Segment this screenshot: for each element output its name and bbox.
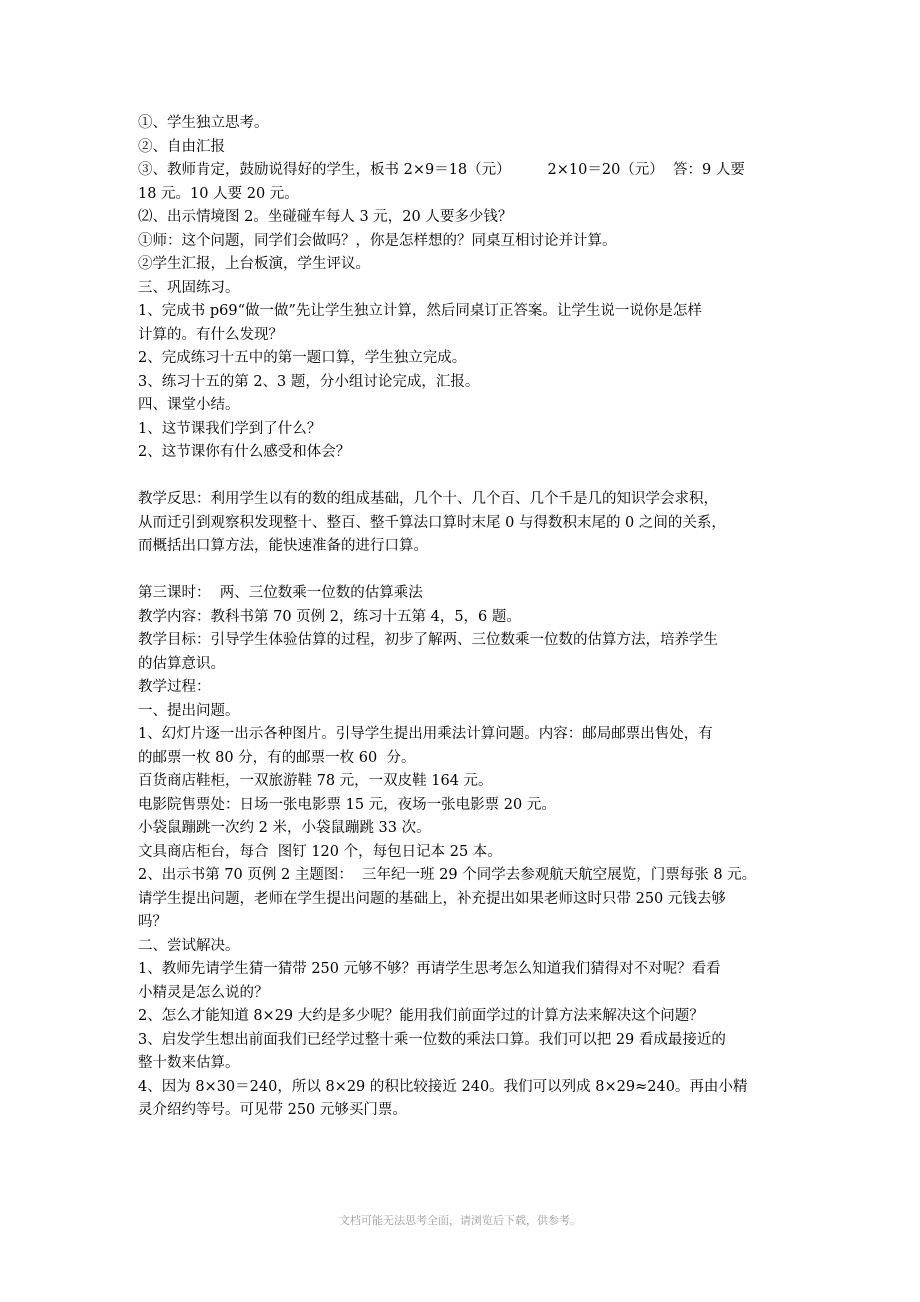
text-line: 2、完成练习十五中的第一题口算，学生独立完成。 [138,350,467,366]
text-line [138,1123,798,1147]
text-line: 吗？ [138,914,167,930]
text-line: 灵介绍约等号。可见带 250 元够买门票。 [138,1102,407,1118]
reflection-line: 而概括出口算方法，能快速准备的进行口算。 [138,538,428,554]
text-line: 教学过程： [138,679,211,695]
text-line: 1、完成书 p69“做一做”先让学生独立计算，然后同桌订正答案。让学生说一说你是怎样 [138,303,702,319]
text-line: ①、学生独立思考。 [138,115,269,131]
text-line: 二、尝试解决。 [138,937,240,954]
lesson-title: 第三课时： 两、三位数乘一位数的估算乘法 [138,585,423,601]
reflection-line: 从而迁引到观察积发现整十、整百、整千算法口算时末尾 0 与得数积末尾的 0 之间的关系， [138,514,726,531]
text-line: 3、练习十五的第 2、3 题，分小组讨论完成，汇报。 [138,373,480,390]
text-line: 教学目标：引导学生体验估算的过程，初步了解两、三位数乘一位数的估算方法，培养学生 [138,632,718,648]
text-line: ①师：这个问题，同学们会做吗？，你是怎样想的？同桌互相讨论并计算。 [138,232,617,249]
section-heading: 三、巩固练习。 [138,279,240,296]
text-line: ②、自由汇报 [138,138,225,155]
text-line: 小袋鼠蹦跳一次约 2 米，小袋鼠蹦跳 33 次。 [138,820,431,836]
footer-note: 文档可能无法思考全面，请浏览后下载，供参考。 [339,1214,581,1227]
blank-line [138,559,798,583]
text-line: 2、怎么才能知道 8×29 大约是多少呢？能用我们前面学过的计算方法来解决这个问题？ [138,1008,704,1024]
text-line: 18 元。10 人要 20 元。 [138,185,299,202]
text-line: ③、教师肯定，鼓励说得好的学生，板书 2×9＝18（元） 2×10＝20（元） 答：9 人要 [138,162,745,178]
text-line: 小精灵是怎么说的？ [138,984,269,1001]
text-line: 2、出示书第 70 页例 2 主题图： 三年纪一班 29 个同学去参观航天航空展览，门票每张 8 元。 [138,867,757,883]
text-line: 百货商店鞋柜，一双旅游鞋 78 元，一双皮鞋 164 元。 [138,773,493,789]
text-line: ⑵、出示情境图 2。坐碰碰车每人 3 元，20 人要多少钱？ [138,209,513,225]
blank-line [138,465,798,489]
text-line: 教学内容：教科书第 70 页例 2，练习十五第 4，5，6 题。 [138,608,521,625]
text-line: 4、因为 8×30＝240，所以 8×29 的积比较接近 240。我们可以列成 8×29≈240。再由小精 [138,1078,748,1095]
section-heading: 四、课堂小结。 [138,397,240,413]
text-line: 2、这节课你有什么感受和体会？ [138,444,351,460]
text-line: 计算的。有什么发现？ [138,326,283,343]
text-line: 请学生提出问题，老师在学生提出问题的基础上，补充提出如果老师这时只带 250 元钱去够 [138,890,726,907]
section-heading: 1、教师先请学生猜一猜带 250 元够不够？再请学生思考怎么知道我们猜得对不对呢？看看 [138,961,721,977]
text-line: 文具商店柜台，每合 图钉 120 个，每包日记本 25 本。 [138,843,502,860]
text-line: 的估算意识。 [138,655,225,672]
reflection-line: 教学反思：利用学生以有的数的组成基础，几个十、几个百、几个千是几的知识学会求积， [138,491,718,507]
section-heading: 一、提出问题。 [138,702,240,719]
text-line: 1、幻灯片逐一出示各种图片。引导学生提出用乘法计算问题。内容：邮局邮票出售处，有 [138,726,713,742]
text-line: 电影院售票处：日场一张电影票 15 元，夜场一张电影票 20 元。 [138,796,556,813]
text-line: 1、这节课我们学到了什么？ [138,420,322,437]
document-body [138,112,798,1146]
text-line: 3、启发学生想出前面我们已经学过整十乘一位数的乘法口算。我们可以把 29 看成最接近的 [138,1031,726,1048]
text-line: 的邮票一枚 80 分，有的邮票一枚 60 分。 [138,749,416,766]
text-line: 整十数来估算。 [138,1055,240,1071]
text-line: ②学生汇报，上台板演，学生评议。 [138,256,370,272]
